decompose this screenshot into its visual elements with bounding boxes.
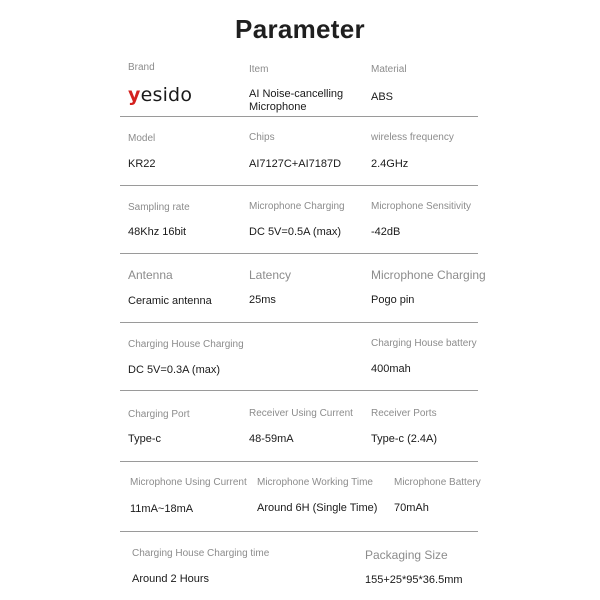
microphone-working-time-label: Microphone Working Time xyxy=(257,477,373,488)
charging-house-charging-value: DC 5V=0.3A (max) xyxy=(128,364,221,376)
item-value: AI Noise-cancelling Microphone xyxy=(249,88,344,113)
page-title: Parameter xyxy=(235,14,365,44)
microphone-charging-port-value: Pogo pin xyxy=(371,294,415,306)
charging-house-charging-time-label: Charging House Charging time xyxy=(132,548,270,559)
row-divider xyxy=(120,322,478,323)
charging-port-value: Type-c xyxy=(128,433,162,445)
microphone-using-current-value: 11mA~18mA xyxy=(130,503,194,515)
chips-value: AI7127C+AI7187D xyxy=(249,158,342,170)
microphone-battery-label: Microphone Battery xyxy=(394,477,481,488)
charging-house-battery-label: Charging House battery xyxy=(371,338,477,349)
microphone-battery-value: 70mAh xyxy=(394,502,429,514)
receiver-using-current-value: 48-59mA xyxy=(249,433,294,445)
microphone-charging-label: Microphone Charging xyxy=(249,201,345,212)
model-label: Model xyxy=(128,133,156,144)
material-value: ABS xyxy=(371,91,394,103)
microphone-charging-value: DC 5V=0.5A (max) xyxy=(249,226,342,238)
antenna-label: Antenna xyxy=(128,268,173,282)
packaging-size-value: 155+25*95*36.5mm xyxy=(365,574,463,586)
row-divider xyxy=(120,461,478,462)
charging-house-charging-label: Charging House Charging xyxy=(128,339,244,350)
antenna-value: Ceramic antenna xyxy=(128,295,212,307)
item-label: Item xyxy=(249,64,269,75)
row-divider xyxy=(120,253,478,254)
receiver-ports-value: Type-c (2.4A) xyxy=(371,433,438,445)
latency-value: 25ms xyxy=(249,294,276,306)
row-divider xyxy=(120,531,478,532)
receiver-ports-label: Receiver Ports xyxy=(371,408,437,419)
sampling-rate-value: 48Khz 16bit xyxy=(128,226,187,238)
microphone-charging-port-label: Microphone Charging xyxy=(371,268,486,282)
microphone-sensitivity-label: Microphone Sensitivity xyxy=(371,201,472,212)
microphone-sensitivity-value: -42dB xyxy=(371,226,401,238)
row-divider xyxy=(120,390,478,391)
charging-house-charging-time-value: Around 2 Hours xyxy=(132,573,210,585)
sampling-rate-label: Sampling rate xyxy=(128,202,190,213)
packaging-size-label: Packaging Size xyxy=(365,548,448,562)
receiver-using-current-label: Receiver Using Current xyxy=(249,408,353,419)
material-label: Material xyxy=(371,64,407,75)
microphone-working-time-value: Around 6H (Single Time) xyxy=(257,502,378,514)
brand-label: Brand xyxy=(128,62,155,73)
row-divider xyxy=(120,116,478,117)
chips-label: Chips xyxy=(249,132,275,143)
wireless-frequency-value: 2.4GHz xyxy=(371,158,409,170)
microphone-using-current-label: Microphone Using Current xyxy=(130,477,247,488)
wireless-frequency-label: wireless frequency xyxy=(371,132,454,143)
charging-house-battery-value: 400mah xyxy=(371,363,411,375)
charging-port-label: Charging Port xyxy=(128,409,190,420)
latency-label: Latency xyxy=(249,268,292,282)
row-divider xyxy=(120,185,478,186)
brand-logo: yesido xyxy=(128,84,193,106)
model-value: KR22 xyxy=(128,158,156,170)
